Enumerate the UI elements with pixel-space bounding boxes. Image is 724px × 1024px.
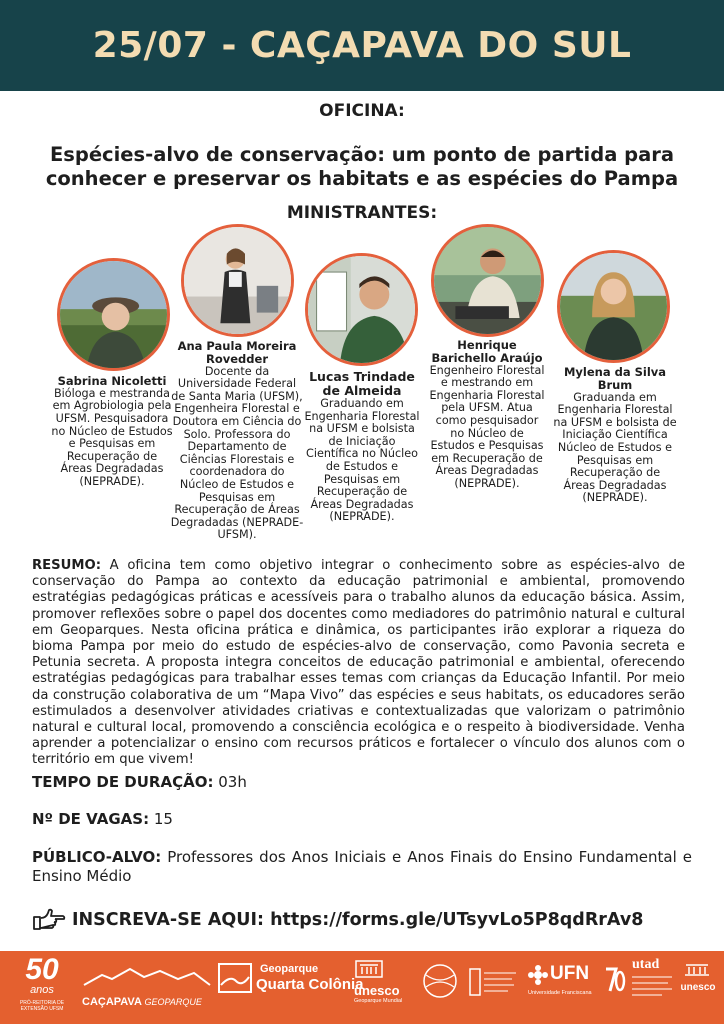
- ministrantes-label: MINISTRANTES:: [286, 203, 438, 223]
- speaker-photo-lucas: [305, 253, 418, 366]
- footer-logo-bar: 50 anos PRÓ-REITORIA DE EXTENSÃO UFSM CAÇAPAVA GEOPARQUE Geoparque Quarta Colônia unesco Geoparque Mundial UFN Universidade Franciscana utad unesco: [0, 951, 724, 1024]
- unesco-geoparque-logo: unesco Geoparque Mundial: [354, 959, 416, 1005]
- speaker-photo-ana-paula: [181, 224, 294, 337]
- page-title: 25/07 - CAÇAPAVA DO SUL: [92, 25, 632, 66]
- speaker-name: Henrique Barichello Araújo: [431, 338, 543, 365]
- speaker-card: [553, 366, 677, 505]
- workshop-title: Espécies-alvo de conservação: um ponto de partida para conhecer e preservar os habitats e as espécies do Pampa: [45, 143, 679, 190]
- publico-line: [32, 848, 692, 886]
- text-lines-icon: [632, 973, 674, 1003]
- ufsm-50-anos-logo: 50 anos PRÓ-REITORIA DE EXTENSÃO UFSM: [19, 953, 65, 1012]
- duracao-line: [32, 773, 692, 792]
- speaker-card: [302, 370, 422, 524]
- duracao-value: 03h: [218, 773, 247, 791]
- oficina-label: OFICINA:: [319, 101, 405, 121]
- speaker-bio: Docente da Universidade Federal de Santa Maria (UFSM), Engenheira Florestal e Doutora em Ciência do Solo. Professora do Departamento de Ciências Florestais e coordenadora do Núcleo de Estudos e Pesquisas em Recuperação de Áreas Degradadas (NEPRADE-UFSM).: [170, 364, 304, 542]
- speaker-name: Sabrina Nicoletti: [57, 374, 167, 388]
- speaker-card: [428, 339, 546, 491]
- vagas-label: Nº DE VAGAS:: [32, 810, 150, 828]
- speaker-name: Mylena da Silva Brum: [563, 365, 667, 392]
- resumo-label: RESUMO:: [32, 558, 101, 573]
- resumo-paragraph: [32, 558, 685, 769]
- unesco-chair-logo: unesco: [676, 959, 720, 993]
- resumo-text: A oficina tem como objetivo integrar o conhecimento sobre as espécies-alvo de conservação do Pampa ao contexto da educação patrimonial e ambiental, promovendo estratégias pedagógicas práticas e acessíveis para o trabalho alunos da educação básica. Assim, promover reflexões sobre o papel dos docentes como mediadores do patrimônio natural e cultural em Geoparques. Nesta oficina prática e dinâmica, os participantes irão explorar a riqueza do bioma Pampa por meio do estudo de espécies-alvo de conservação, como Pavonia secreta e Petunia secreta. A proposta integra conceitos de educação patrimonial e ambiental, oferecendo estratégias pedagógicas para trabalhar esses temas com crianças da Educação Infantil. Por meio da construção colaborativa de um “Mapa Vivo” das espécies e seus habitats, os educadores serão estimulados a desenvolver atividades criativas e contextualizadas que valorizam o patrimônio natural e cultural local, promovendo a consciência ecológica e o respeito à biodiversidade. Venha aprender a potencializar o ensino com recursos práticos e fortalecer o vínculo dos alunos com o território em que vivem!: [32, 558, 685, 768]
- mountain-icon: [82, 965, 212, 987]
- speaker-bio: Engenheiro Florestal e mestrando em Engenharia Florestal pela UFSM. Atua como pesquisador no Núcleo de Estudos e Pesquisas em Recuperação de Áreas Degradadas (NEPRADE).: [429, 363, 545, 490]
- publico-value: Professores dos Anos Iniciais e Anos Finais do Ensino Fundamental e Ensino Médio: [32, 848, 692, 885]
- speaker-card: [50, 375, 174, 489]
- cacapava-geoparque-logo: CAÇAPAVA GEOPARQUE: [82, 965, 212, 1008]
- duracao-label: TEMPO DE DURAÇÃO:: [32, 773, 214, 791]
- speaker-name: Ana Paula Moreira Rovedder: [177, 339, 297, 366]
- vagas-value: 15: [153, 810, 173, 828]
- header-banner: [0, 0, 724, 91]
- utad-logo: utad: [632, 957, 674, 1008]
- speaker-card: [170, 340, 304, 542]
- pointing-hand-icon: [32, 907, 66, 933]
- landscape-icon: [218, 963, 252, 993]
- vagas-line: [32, 810, 692, 829]
- speaker-photo-sabrina: [57, 258, 170, 371]
- registration-link[interactable]: https://forms.gle/UTsyvLo5P8qdRrAv8: [270, 910, 644, 930]
- geopark-network-logo: [420, 961, 460, 1001]
- unesco-temple-icon: [354, 959, 384, 979]
- unesco-temple-icon: [682, 959, 712, 977]
- publico-label: PÚBLICO-ALVO:: [32, 848, 162, 866]
- partner-seal-logo: [468, 965, 518, 999]
- speaker-photo-mylena: [557, 250, 670, 363]
- speaker-bio: Graduando em Engenharia Florestal na UFSM e bolsista de Iniciação Científica no Núcleo de Estudos e Pesquisas em Recuperação de Áreas Degradadas (NEPRADE).: [304, 397, 420, 524]
- badge-70-icon: [604, 965, 626, 995]
- inscricao-line: [32, 907, 692, 933]
- speaker-bio: Graduanda em Engenharia Florestal na UFSM e bolsista de Iniciação Científica Núcleo de Estudos e Pesquisas em Recuperação de Áreas Degradadas (NEPRADE).: [553, 390, 677, 505]
- numeral-70-logo: [604, 965, 626, 995]
- seal-icon: [468, 965, 518, 999]
- flower-icon: [528, 965, 548, 985]
- speaker-name: Lucas Trindade de Almeida: [309, 369, 415, 398]
- speaker-photo-henrique: [431, 224, 544, 337]
- inscricao-label: INSCREVA-SE AQUI:: [72, 910, 264, 930]
- speaker-bio: Bióloga e mestranda em Agrobiologia pela UFSM. Pesquisadora no Núcleo de Estudos e Pesquisas em Recuperação de Áreas Degradadas (NEPRADE).: [51, 386, 173, 488]
- globe-icon: [420, 961, 460, 1001]
